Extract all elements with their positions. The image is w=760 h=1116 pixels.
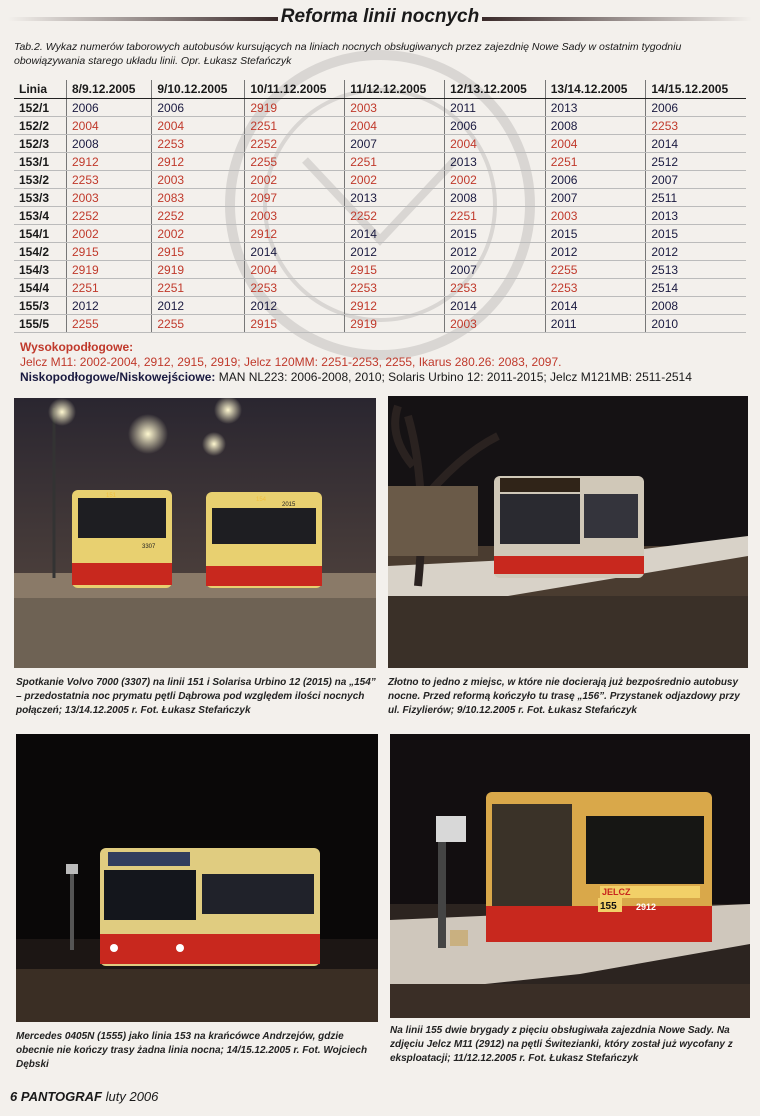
line-brigade-cell: 154/2 <box>14 243 67 261</box>
photo-andrzejow-terminus <box>16 734 378 1022</box>
column-header-line: Linia <box>14 80 67 99</box>
fleet-number-cell: 2012 <box>646 243 746 261</box>
fleet-number-cell: 2252 <box>67 207 152 225</box>
fleet-number-cell: 2511 <box>646 189 746 207</box>
fleet-number-cell: 2253 <box>646 117 746 135</box>
table-caption: Tab.2. Wykaz numerów taborowych autobusów kursujących na liniach nocnych obsługiwanych przez zajezdnię Nowe Sady w ostatnim tygodniu obowiązywania starego układu linii. Opr. Łukasz Stefańczyk <box>14 41 682 67</box>
fleet-number-cell: 2007 <box>646 171 746 189</box>
fleet-number-cell: 2255 <box>67 315 152 333</box>
table-row <box>14 279 746 297</box>
photo-2-caption: Złotno to jedno z miejsc, w które nie docierają już bezpośrednio autobusy nocne. Przed reformą kończyło tu trasę „156”. Przystanek odjazdowy przy ul. Fizylierów; 9/10.12.2005 r. Fot. Łukasz Stefańczyk <box>388 677 740 716</box>
table-row <box>14 117 746 135</box>
fleet-number-cell: 2002 <box>67 225 152 243</box>
table-row <box>14 297 746 315</box>
fleet-number-cell: 2013 <box>545 99 646 117</box>
table-row <box>14 243 746 261</box>
fleet-number-cell: 2010 <box>646 315 746 333</box>
fleet-number-cell: 2003 <box>245 207 345 225</box>
fleet-number-cell: 2013 <box>646 207 746 225</box>
fleet-number-cell: 2006 <box>445 117 546 135</box>
table-row <box>14 261 746 279</box>
high-floor-legend <box>20 340 750 355</box>
fleet-number-cell: 2255 <box>545 261 646 279</box>
low-floor-text: MAN NL223: 2006-2008, 2010; Solaris Urbino 12: 2011-2015; Jelcz M121MB: 2511-2514 <box>218 370 692 384</box>
column-header-date: 8/9.12.2005 <box>67 80 152 99</box>
column-header-date: 14/15.12.2005 <box>646 80 746 99</box>
photo-switezianki-loop <box>390 734 750 1018</box>
line-brigade-cell: 155/3 <box>14 297 67 315</box>
fleet-number-cell: 2014 <box>345 225 445 243</box>
low-floor-legend <box>20 370 750 385</box>
fleet-number-cell: 2912 <box>67 153 152 171</box>
fleet-number-cell: 2014 <box>545 297 646 315</box>
bus-3307-number: 3307 <box>142 544 156 550</box>
fleet-number-cell: 2008 <box>646 297 746 315</box>
table-row <box>14 225 746 243</box>
fleet-number-cell: 2083 <box>152 189 245 207</box>
fleet-number-cell: 2003 <box>545 207 646 225</box>
fleet-number-cell: 2251 <box>345 153 445 171</box>
column-header-date: 10/11.12.2005 <box>245 80 345 99</box>
fleet-number-cell: 2008 <box>545 117 646 135</box>
fleet-number-cell: 2915 <box>345 261 445 279</box>
fleet-number-cell: 2513 <box>646 261 746 279</box>
fleet-number-cell: 2011 <box>545 315 646 333</box>
fleet-number-cell: 2012 <box>67 297 152 315</box>
fleet-number-cell: 2012 <box>345 243 445 261</box>
fleet-number-cell: 2013 <box>345 189 445 207</box>
fleet-number-cell: 2004 <box>545 135 646 153</box>
fleet-number-cell: 2915 <box>245 315 345 333</box>
fleet-number-cell: 2004 <box>345 117 445 135</box>
fleet-number-cell: 2915 <box>152 243 245 261</box>
page-header <box>8 6 752 32</box>
line-brigade-cell: 153/2 <box>14 171 67 189</box>
fleet-number-cell: 2015 <box>445 225 546 243</box>
low-floor-title: Niskopodłogowe/Niskowejściowe: <box>20 370 216 384</box>
table-row <box>14 99 746 117</box>
high-floor-text-row <box>20 355 750 370</box>
fleet-number-cell: 2255 <box>152 315 245 333</box>
column-header-date: 11/12.12.2005 <box>345 80 445 99</box>
fleet-number-cell: 2012 <box>545 243 646 261</box>
fleet-number-cell: 2003 <box>445 315 546 333</box>
fleet-number-cell: 2002 <box>245 171 345 189</box>
fleet-number-cell: 2912 <box>345 297 445 315</box>
fleet-number-cell: 2912 <box>152 153 245 171</box>
jelcz-maker-label: JELCZ <box>602 887 631 897</box>
fleet-number-cell: 2915 <box>67 243 152 261</box>
fleet-number-cell: 2012 <box>152 297 245 315</box>
fleet-number-cell: 2251 <box>545 153 646 171</box>
fleet-number-cell: 2015 <box>545 225 646 243</box>
fleet-number-cell: 2004 <box>445 135 546 153</box>
fleet-number-cell: 2007 <box>545 189 646 207</box>
bus-2912-line: 155 <box>600 901 617 912</box>
fleet-table <box>14 80 746 333</box>
high-floor-title: Wysokopodłogowe: <box>20 340 134 354</box>
line-brigade-cell: 153/4 <box>14 207 67 225</box>
fleet-number-cell: 2252 <box>245 135 345 153</box>
fleet-number-cell: 2251 <box>152 279 245 297</box>
high-floor-text: Jelcz M11: 2002-2004, 2912, 2915, 2919; Jelcz 120MM: 2251-2253, 2255, Ikarus 280.26: 2083, 2097. <box>20 355 562 369</box>
table-body <box>14 99 746 333</box>
fleet-number-cell: 2512 <box>646 153 746 171</box>
fleet-number-cell: 2514 <box>646 279 746 297</box>
fleet-number-cell: 2253 <box>152 135 245 153</box>
fleet-number-cell: 2014 <box>646 135 746 153</box>
fleet-number-cell: 2253 <box>245 279 345 297</box>
table-row <box>14 189 746 207</box>
fleet-number-cell: 2011 <box>445 99 546 117</box>
line-brigade-cell: 154/3 <box>14 261 67 279</box>
fleet-number-cell: 2252 <box>345 207 445 225</box>
fleet-number-cell: 2919 <box>245 99 345 117</box>
line-brigade-cell: 153/3 <box>14 189 67 207</box>
fleet-number-cell: 2004 <box>67 117 152 135</box>
photo-3-caption: Mercedes 0405N (1555) jako linia 153 na krańcówce Andrzejów, gdzie obecnie nie kończy trasy żadna linia nocna; 14/15.12.2005 r. Fot. Wojciech Dębski <box>16 1031 368 1070</box>
line-brigade-cell: 153/1 <box>14 153 67 171</box>
table-row <box>14 153 746 171</box>
fleet-number-cell: 2253 <box>67 171 152 189</box>
fleet-number-cell: 2008 <box>67 135 152 153</box>
column-header-date: 13/14.12.2005 <box>545 80 646 99</box>
fleet-number-cell: 2255 <box>245 153 345 171</box>
bus-3307-line: 151 <box>106 493 117 499</box>
photo-zlotno-stop <box>388 396 748 668</box>
line-brigade-cell: 152/3 <box>14 135 67 153</box>
photo-1-caption: Spotkanie Volvo 7000 (3307) na linii 151 i Solarisa Urbino 12 (2015) na „154” – przedostatnia noc prymatu pętli Dąbrowa pod względem ilości nocnych połączeń; 13/14.12.2005 r. Fot. Łukasz Stefańczyk <box>16 677 376 716</box>
page-number: 6 <box>10 1089 18 1104</box>
fleet-number-cell: 2014 <box>445 297 546 315</box>
fleet-number-cell: 2097 <box>245 189 345 207</box>
fleet-number-cell: 2919 <box>345 315 445 333</box>
fleet-number-cell: 2919 <box>67 261 152 279</box>
page-title: Reforma linii nocnych <box>280 6 480 27</box>
fleet-number-cell: 2003 <box>152 171 245 189</box>
fleet-number-cell: 2008 <box>445 189 546 207</box>
bus-2912-number: 2912 <box>636 902 657 912</box>
fleet-number-cell: 2252 <box>152 207 245 225</box>
photo-dabrowa-loop <box>14 398 376 668</box>
table-row <box>14 315 746 333</box>
line-brigade-cell: 155/5 <box>14 315 67 333</box>
bus-2015-number: 2015 <box>282 502 296 508</box>
magazine-name: PANTOGRAF <box>20 1089 102 1104</box>
bus-2015-line: 154 <box>256 497 267 503</box>
line-brigade-cell: 152/2 <box>14 117 67 135</box>
column-header-date: 12/13.12.2005 <box>445 80 546 99</box>
fleet-number-cell: 2253 <box>545 279 646 297</box>
fleet-number-cell: 2251 <box>245 117 345 135</box>
fleet-number-cell: 2251 <box>445 207 546 225</box>
fleet-number-cell: 2007 <box>445 261 546 279</box>
page-footer <box>10 1089 158 1104</box>
fleet-number-cell: 2002 <box>345 171 445 189</box>
column-header-date: 9/10.12.2005 <box>152 80 245 99</box>
fleet-number-cell: 2003 <box>345 99 445 117</box>
table-row <box>14 171 746 189</box>
fleet-number-cell: 2003 <box>67 189 152 207</box>
fleet-number-cell: 2006 <box>545 171 646 189</box>
fleet-number-cell: 2251 <box>67 279 152 297</box>
table-row <box>14 207 746 225</box>
fleet-number-cell: 2015 <box>646 225 746 243</box>
fleet-number-cell: 2014 <box>245 243 345 261</box>
fleet-number-cell: 2253 <box>445 279 546 297</box>
fleet-number-cell: 2002 <box>445 171 546 189</box>
fleet-number-cell: 2013 <box>445 153 546 171</box>
line-brigade-cell: 152/1 <box>14 99 67 117</box>
line-brigade-cell: 154/1 <box>14 225 67 243</box>
vehicle-legend <box>20 340 750 385</box>
fleet-number-cell: 2253 <box>345 279 445 297</box>
table-header-row <box>14 80 746 99</box>
fleet-number-cell: 2006 <box>67 99 152 117</box>
fleet-number-cell: 2919 <box>152 261 245 279</box>
fleet-number-cell: 2004 <box>245 261 345 279</box>
fleet-number-cell: 2912 <box>245 225 345 243</box>
fleet-number-cell: 2006 <box>646 99 746 117</box>
fleet-number-cell: 2007 <box>345 135 445 153</box>
table-row <box>14 135 746 153</box>
fleet-number-cell: 2012 <box>245 297 345 315</box>
issue-date: luty 2006 <box>105 1089 159 1104</box>
fleet-number-cell: 2004 <box>152 117 245 135</box>
line-brigade-cell: 154/4 <box>14 279 67 297</box>
fleet-number-cell: 2002 <box>152 225 245 243</box>
photo-4-caption: Na linii 155 dwie brygady z pięciu obsługiwała zajezdnia Nowe Sady. Na zdjęciu Jelcz M11 (2912) na pętli Świtezianki, który został już wycofany z eksploatacji; 11/12.12.2005 r. Fot. Łukasz Stefańczyk <box>390 1025 733 1064</box>
fleet-number-cell: 2012 <box>445 243 546 261</box>
fleet-number-cell: 2006 <box>152 99 245 117</box>
